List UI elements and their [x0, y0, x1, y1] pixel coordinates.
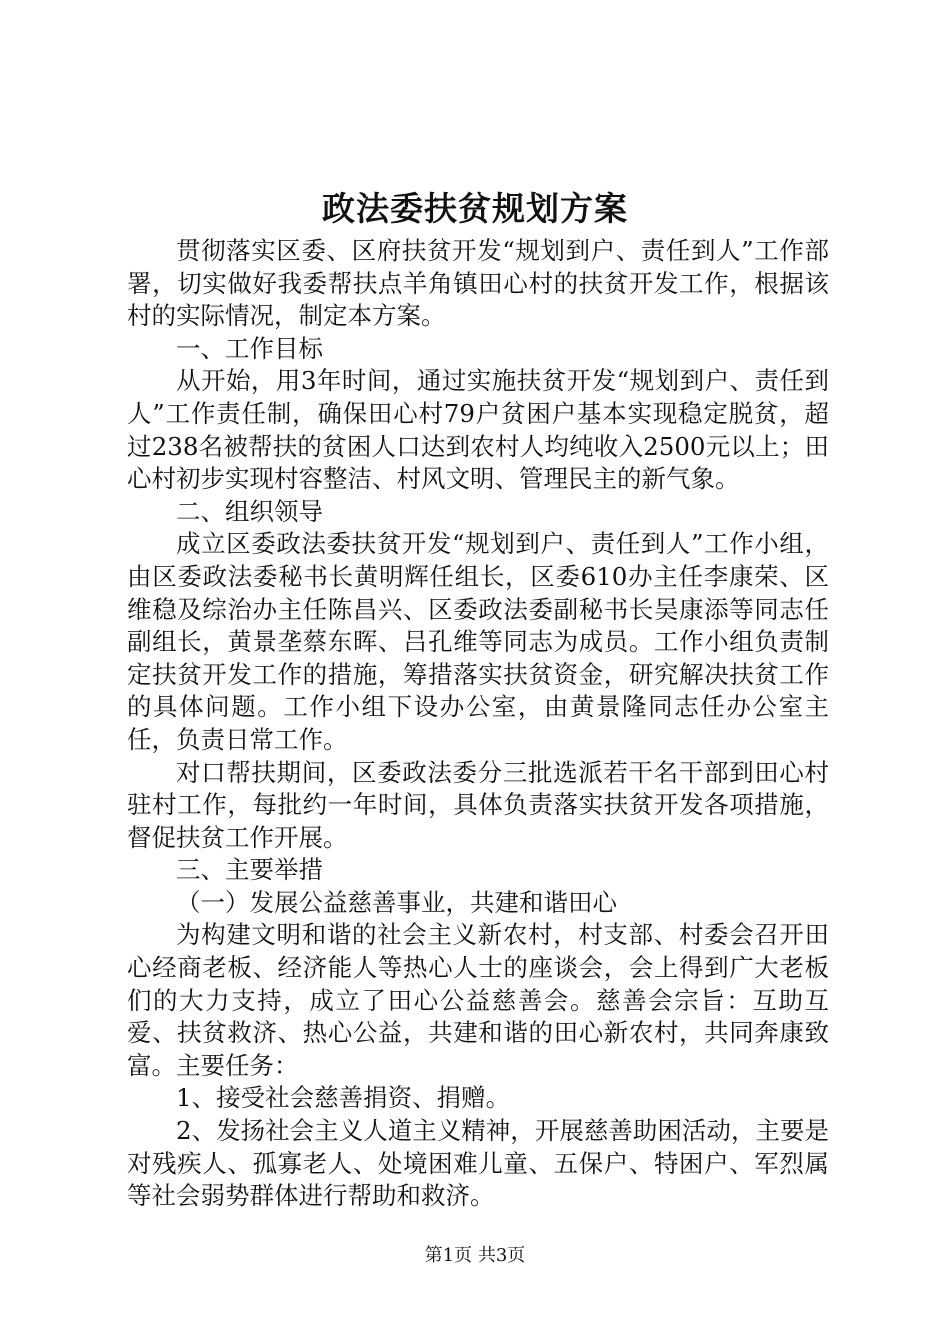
paragraph-work-goal: 从开始，用3年时间，通过实施扶贫开发“规划到户、责任到人”工作责任制，确保田心村79户贫困户基本实现稳定脱贫，超过238名被帮扶的贫困人口达到农村人均纯收入2500元以上；田心村初步实现村容整洁、村风文明、管理民主的新气象。	[127, 366, 829, 494]
document-body	[127, 235, 829, 1213]
paragraph-assistance-period: 对口帮扶期间，区委政法委分三批选派若干名干部到田心村驻村工作，每批约一年时间，具体负责落实扶贫开发各项措施，督促扶贫工作开展。	[127, 757, 829, 852]
heading-main-measures: 三、主要举措	[176, 855, 323, 885]
list-item-1: 1、接受社会慈善捐资、捐赠。	[176, 1083, 511, 1113]
paragraph-intro: 贯彻落实区委、区府扶贫开发“规划到户、责任到人”工作部署，切实做好我委帮扶点羊角镇田心村的扶贫开发工作，根据该村的实际情况，制定本方案。	[127, 236, 829, 331]
document-title: 政法委扶贫规划方案	[322, 189, 628, 228]
paragraph-charity: 为构建文明和谐的社会主义新农村，村支部、村委会召开田心经商老板、经济能人等热心人士的座谈会，会上得到广大老板们的大力支持，成立了田心公益慈善会。慈善会宗旨：互助互爱、扶贫救济、热心公益，共建和谐的田心新农村，共同奔康致富。主要任务：	[127, 920, 829, 1080]
subheading-charity: （一）发展公益慈善事业，共建和谐田心	[176, 887, 617, 917]
list-item-2: 2、发扬社会主义人道主义精神，开展慈善助困活动，主要是对残疾人、孤寡老人、处境困难儿童、五保户、特困户、军烈属等社会弱势群体进行帮助和救济。	[127, 1116, 829, 1211]
heading-work-goal: 一、工作目标	[176, 333, 323, 363]
paragraph-organization: 成立区委政法委扶贫开发“规划到户、责任到人”工作小组，由区委政法委秘书长黄明辉任组长，区委610办主任李康荣、区维稳及综治办主任陈昌兴、区委政法委副秘书长吴康添等同志任副组长，黄景垄蔡东晖、吕孔维等同志为成员。工作小组负责制定扶贫开发工作的措施，筹措落实扶贫资金，研究解决扶贫工作的具体问题。工作小组下设办公室，由黄景隆同志任办公室主任，负责日常工作。	[127, 529, 829, 754]
heading-organization: 二、组织领导	[176, 496, 323, 526]
page-number-footer: 第1页 共3页	[424, 1245, 526, 1266]
